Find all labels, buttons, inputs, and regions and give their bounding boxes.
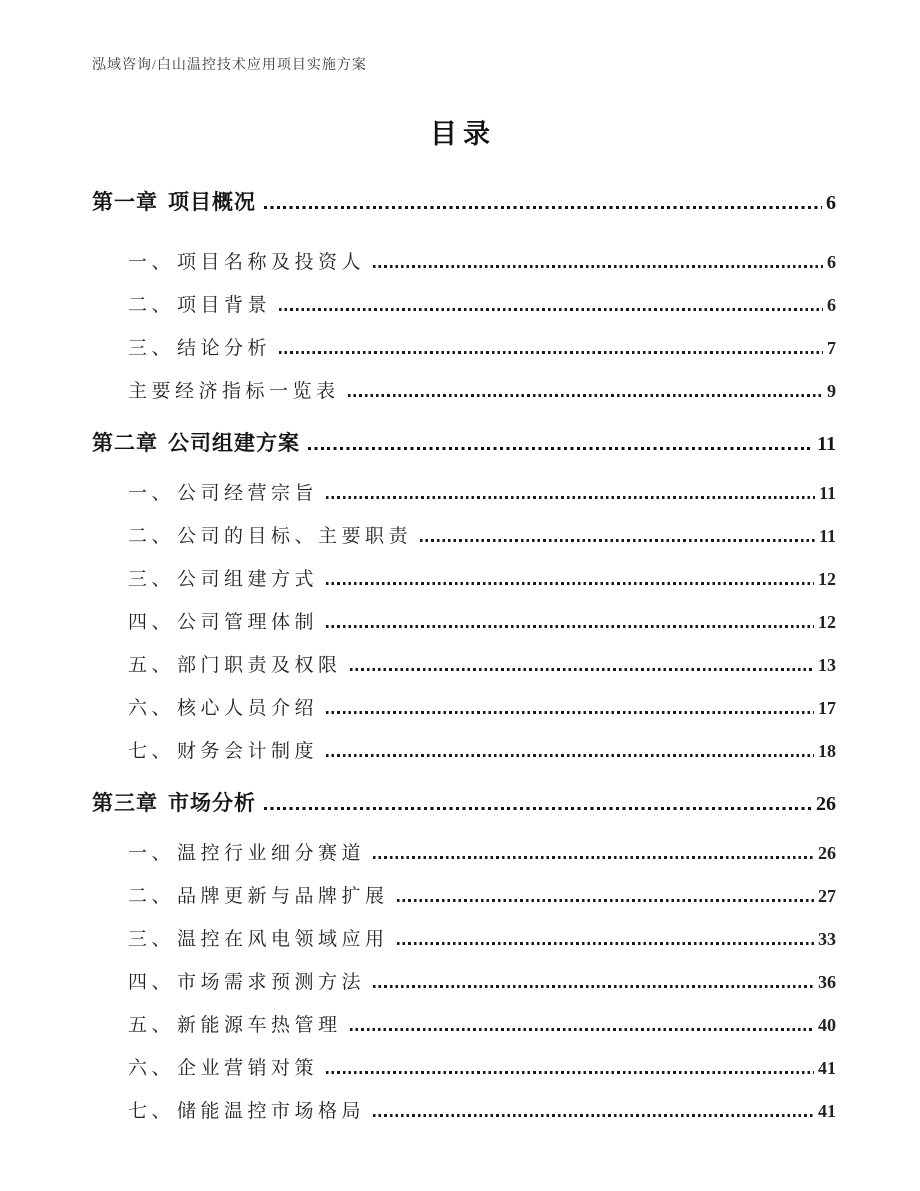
item-number-prefix: 五、 [128, 1015, 176, 1036]
item-title: 公司的目标、主要职责 [177, 526, 413, 547]
page-number: 26 [816, 793, 836, 815]
item-number-prefix: 二、 [128, 886, 176, 907]
toc-chapter-row[interactable] [92, 429, 836, 458]
toc-item-row[interactable] [92, 740, 836, 763]
toc-item-row[interactable] [92, 568, 836, 591]
page-number: 6 [827, 252, 836, 272]
item-title: 结论分析 [177, 338, 272, 359]
item-title: 市场需求预测方法 [177, 972, 366, 993]
toc-chapter-row[interactable] [92, 789, 836, 818]
item-number-prefix: 四、 [128, 972, 176, 993]
chapter-title: 公司组建方案 [168, 431, 300, 455]
item-title: 公司经营宗旨 [177, 483, 319, 504]
item-number-prefix: 六、 [128, 1058, 176, 1079]
toc-item-row[interactable] [92, 380, 836, 403]
item-number-prefix: 一、 [128, 252, 176, 273]
item-title: 品牌更新与品牌扩展 [177, 886, 389, 907]
toc-item-row[interactable] [92, 482, 836, 505]
dot-leader [373, 856, 814, 859]
dot-leader [308, 447, 813, 451]
dot-leader [373, 1114, 814, 1117]
dot-leader [350, 668, 814, 671]
dot-leader [264, 807, 812, 811]
item-number-prefix: 二、 [128, 526, 176, 547]
toc-item-row[interactable] [92, 611, 836, 634]
page-number: 6 [826, 192, 836, 214]
toc-item-row[interactable] [92, 1057, 836, 1080]
table-of-contents [92, 188, 836, 1149]
dot-leader [326, 1071, 814, 1074]
item-number-prefix: 六、 [128, 698, 176, 719]
item-number-prefix: 七、 [128, 1101, 176, 1122]
dot-leader [326, 625, 814, 628]
dot-leader [373, 985, 814, 988]
toc-item-row[interactable] [92, 885, 836, 908]
toc-item-row[interactable] [92, 525, 836, 548]
item-title: 财务会计制度 [177, 741, 319, 762]
toc-item-row[interactable] [92, 294, 836, 317]
item-number-prefix: 七、 [128, 741, 176, 762]
page-number: 12 [818, 612, 836, 632]
page-number: 41 [818, 1058, 836, 1078]
page-header-text: 泓域咨询/白山温控技术应用项目实施方案 [92, 58, 367, 73]
dot-leader [326, 754, 814, 757]
chapter-label: 第三章 [92, 791, 158, 815]
page-number: 26 [818, 843, 836, 863]
item-title: 部门职责及权限 [177, 655, 342, 676]
dot-leader [264, 206, 822, 210]
dot-leader [279, 351, 823, 354]
toc-item-row[interactable] [92, 971, 836, 994]
page-number: 11 [817, 433, 836, 455]
toc-title: 目录 [430, 119, 496, 149]
item-number-prefix: 一、 [128, 843, 176, 864]
item-number-prefix: 三、 [128, 569, 176, 590]
dot-leader [397, 942, 814, 945]
page-number: 7 [827, 338, 836, 358]
dot-leader [373, 265, 823, 268]
item-title: 项目背景 [177, 295, 272, 316]
dot-leader [420, 539, 815, 542]
item-number-prefix: 四、 [128, 612, 176, 633]
toc-item-row[interactable] [92, 251, 836, 274]
dot-leader [397, 899, 814, 902]
item-title: 公司组建方式 [177, 569, 319, 590]
item-title: 项目名称及投资人 [177, 252, 366, 273]
dot-leader [279, 308, 823, 311]
toc-item-row[interactable] [92, 337, 836, 360]
page-number: 33 [818, 929, 836, 949]
chapter-label: 第二章 [92, 431, 158, 455]
page-number: 12 [818, 569, 836, 589]
page-number: 41 [818, 1101, 836, 1121]
page-number: 11 [818, 526, 836, 546]
item-title: 储能温控市场格局 [177, 1101, 366, 1122]
page-number: 6 [827, 295, 836, 315]
item-number-prefix: 二、 [128, 295, 176, 316]
chapter-title: 市场分析 [168, 791, 256, 815]
dot-leader [326, 582, 814, 585]
page-number: 13 [818, 655, 836, 675]
page-number: 18 [818, 741, 836, 761]
item-number-prefix: 一、 [128, 483, 176, 504]
toc-item-row[interactable] [92, 1100, 836, 1123]
toc-item-row[interactable] [92, 654, 836, 677]
chapter-label: 第一章 [92, 190, 158, 214]
item-title: 公司管理体制 [177, 612, 319, 633]
item-title: 核心人员介绍 [177, 698, 319, 719]
toc-chapter-row[interactable] [92, 188, 836, 217]
toc-item-row[interactable] [92, 928, 836, 951]
item-title: 温控在风电领域应用 [177, 929, 389, 950]
dot-leader [326, 711, 814, 714]
page-number: 17 [818, 698, 836, 718]
page-number: 27 [818, 886, 836, 906]
toc-item-row[interactable] [92, 697, 836, 720]
item-title: 新能源车热管理 [177, 1015, 342, 1036]
dot-leader [350, 1028, 814, 1031]
page-number: 9 [827, 381, 836, 401]
page-number: 36 [818, 972, 836, 992]
page-number: 11 [818, 483, 836, 503]
item-title: 主要经济指标一览表 [128, 381, 340, 402]
dot-leader [326, 496, 815, 499]
item-number-prefix: 五、 [128, 655, 176, 676]
item-number-prefix: 三、 [128, 338, 176, 359]
toc-item-row[interactable] [92, 842, 836, 865]
item-title: 温控行业细分赛道 [177, 843, 366, 864]
item-title: 企业营销对策 [177, 1058, 319, 1079]
dot-leader [348, 394, 823, 397]
page-number: 40 [818, 1015, 836, 1035]
item-number-prefix: 三、 [128, 929, 176, 950]
toc-item-row[interactable] [92, 1014, 836, 1037]
chapter-title: 项目概况 [168, 190, 256, 214]
